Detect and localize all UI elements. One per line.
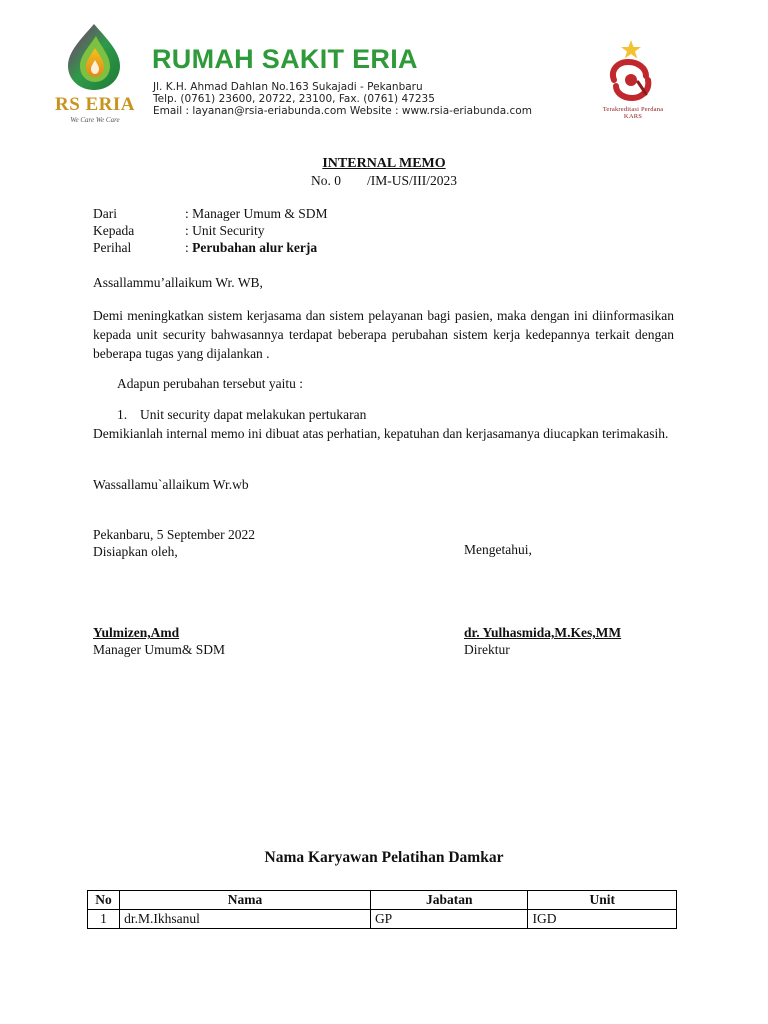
table-row <box>88 910 677 929</box>
memo-number-prefix: No. 0 <box>311 173 341 188</box>
preparer-name: Yulmizen,Amd <box>93 625 180 640</box>
cell-no: 1 <box>88 910 120 929</box>
header-jabatan: Jabatan <box>370 891 528 910</box>
header-nama: Nama <box>120 891 371 910</box>
logo-tagline: We Care We Care <box>70 116 120 124</box>
memo-body: Demi meningkatkan sistem kerjasama dan sistem pelayanan bagi pasien, maka dengan ini diinformasikan kepada unit security bahwasannya terdapat beberapa perubahan sistem kerja kedepannya terkait dengan beberapa tugas yang dijalankan . <box>93 308 674 361</box>
hospital-logo <box>44 20 144 125</box>
kars-caption-line2: KARS <box>623 113 643 121</box>
change-item-text: Unit security dapat melakukan pertukaran <box>140 407 367 422</box>
logo-wordmark: RS ERIA <box>54 94 136 115</box>
from-label: Dari <box>93 206 117 221</box>
acknowledged-label: Mengetahui, <box>464 542 532 557</box>
staff-table-title: Nama Karyawan Pelatihan Damkar <box>264 849 504 866</box>
meta-from <box>93 206 328 222</box>
hospital-phone: Telp. (0761) 23600, 20722, 23100, Fax. (0761) 47235 <box>153 93 435 105</box>
cell-nama: dr.M.Ikhsanul <box>120 910 371 929</box>
cell-unit: IGD <box>528 910 677 929</box>
staff-table <box>87 890 677 929</box>
meta-to <box>93 223 265 239</box>
place-date: Pekanbaru, 5 September 2022 <box>93 527 255 542</box>
changes-intro: Adapun perubahan tersebut yaitu : <box>117 376 303 391</box>
memo-title: INTERNAL MEMO <box>322 156 446 171</box>
hospital-address: Jl. K.H. Ahmad Dahlan No.163 Sukajadi - Pekanbaru <box>153 81 423 93</box>
staff-table-header-row <box>88 891 677 910</box>
to-label: Kepada <box>93 223 135 238</box>
memo-number-suffix: /IM-US/III/2023 <box>367 173 457 188</box>
subject-colon: : <box>185 240 193 255</box>
kars-caption-line1: Terakreditasi Perdana <box>602 106 664 113</box>
change-item-number: 1. <box>117 407 128 422</box>
greeting: Assallammu’allaikum Wr. WB, <box>93 275 263 290</box>
prepared-by-label: Disiapkan oleh, <box>93 544 178 559</box>
kars-accreditation-logo <box>588 40 678 125</box>
closing-paragraph: Demikianlah internal memo ini dibuat atas perhatian, kepatuhan dan kerjasamanya diucapkan terimakasih. <box>93 426 669 441</box>
subject-label: Perihal <box>93 240 132 255</box>
meta-subject <box>93 240 317 256</box>
to-value: : Unit Security <box>185 223 265 238</box>
from-value: : Manager Umum & SDM <box>185 206 328 221</box>
memo-number <box>0 173 768 189</box>
cell-jabatan: GP <box>370 910 528 929</box>
subject-value: Perubahan alur kerja <box>192 240 318 255</box>
kars-caption <box>588 106 678 121</box>
header-unit: Unit <box>528 891 677 910</box>
approver-name: dr. Yulhasmida,M.Kes,MM <box>464 625 622 640</box>
hospital-email-web: Email : layanan@rsia-eriabunda.com Website : www.rsia-eriabunda.com <box>153 105 532 117</box>
change-item <box>117 407 366 423</box>
farewell: Wassallamu`allaikum Wr.wb <box>93 477 249 492</box>
kars-emblem-icon <box>588 40 678 102</box>
header-no: No <box>88 891 120 910</box>
hospital-name: RUMAH SAKIT ERIA <box>152 44 418 74</box>
preparer-title: Manager Umum& SDM <box>93 642 225 657</box>
letterhead <box>0 0 768 140</box>
flame-drop-icon <box>60 20 128 92</box>
approver-title: Direktur <box>464 642 510 657</box>
